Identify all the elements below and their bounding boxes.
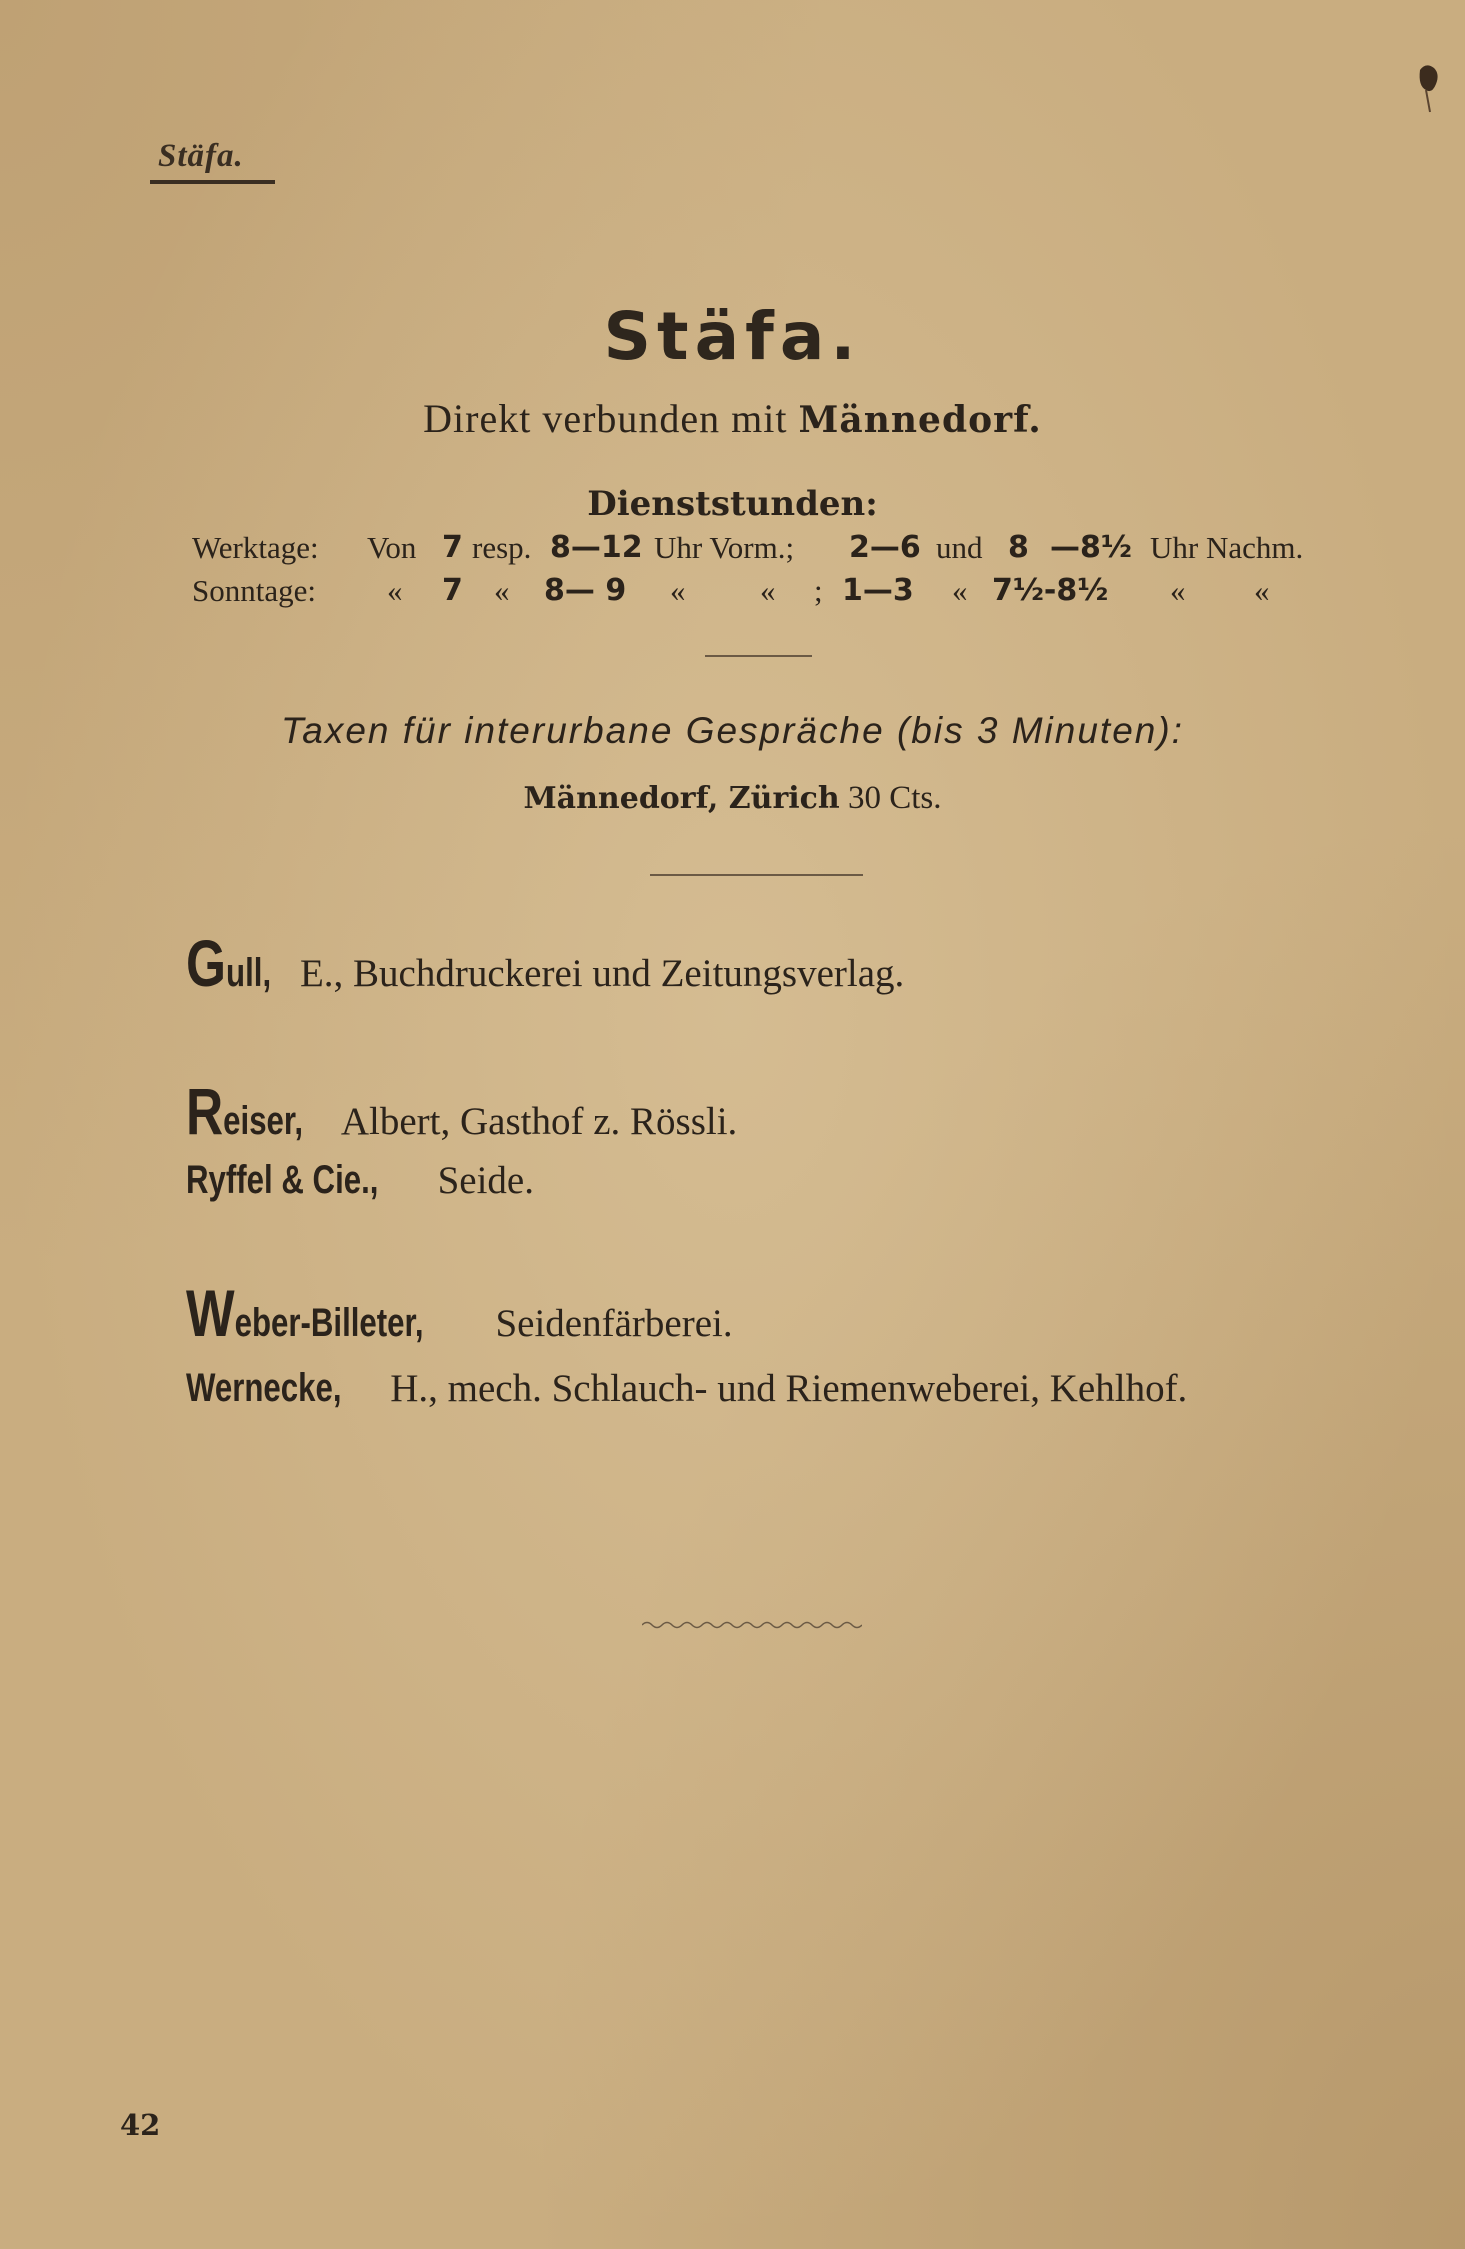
sunday-ditto-1: « bbox=[387, 573, 403, 608]
entry-name bbox=[186, 1074, 303, 1148]
ornament-divider bbox=[642, 1618, 862, 1632]
entry-name-rest: eiser, bbox=[223, 1099, 303, 1143]
subtitle-text: Direkt verbunden mit bbox=[423, 396, 799, 441]
weekday-evening-start: 8 bbox=[1008, 530, 1029, 565]
paper-blemish bbox=[1406, 60, 1446, 120]
section-divider bbox=[650, 874, 863, 876]
entry-details: H., mech. Schlauch- und Riemenweberei, Kehlhof. bbox=[390, 1367, 1188, 1410]
entry-name-rest: Wernecke, bbox=[186, 1366, 342, 1410]
subtitle-place: Männedorf. bbox=[798, 399, 1042, 441]
weekday-resp: resp. bbox=[472, 530, 532, 565]
tax-heading: Taxen für interurbane Gespräche (bis 3 Minuten): bbox=[281, 710, 1184, 751]
weekday-evening-end: —8½ bbox=[1050, 530, 1132, 565]
weekday-nachm: Uhr Nachm. bbox=[1150, 530, 1304, 565]
sunday-ditto-7: « bbox=[1254, 573, 1270, 608]
sunday-afternoon: 1—3 bbox=[842, 573, 914, 608]
tax-line bbox=[0, 780, 1465, 817]
weekday-vorm: Uhr Vorm.; bbox=[654, 530, 795, 565]
sunday-ditto-3: « bbox=[670, 573, 686, 608]
hours-heading: Dienststunden: bbox=[587, 484, 878, 524]
directory-entry bbox=[186, 926, 905, 1000]
tax-places: Männedorf, Zürich bbox=[523, 781, 840, 816]
weekday-von: Von bbox=[367, 530, 417, 565]
weekday-und: und bbox=[936, 530, 983, 565]
sunday-label: Sonntage: bbox=[192, 573, 316, 608]
sunday-ditto-2: « bbox=[494, 573, 510, 608]
page-number: 42 bbox=[120, 2108, 161, 2142]
weekday-morning: 8—12 bbox=[550, 530, 643, 565]
weekday-start-1: 7 bbox=[442, 530, 463, 565]
sunday-ditto-6: « bbox=[1170, 573, 1186, 608]
sunday-ditto-4: « bbox=[760, 573, 776, 608]
directory-entry bbox=[186, 1074, 738, 1148]
entry-name bbox=[186, 1366, 342, 1411]
entry-initial: W bbox=[186, 1276, 235, 1350]
sunday-start-1: 7 bbox=[442, 573, 463, 608]
entry-details: E., Buchdruckerei und Zeitungsverlag. bbox=[299, 952, 905, 995]
running-head-underline bbox=[150, 180, 275, 184]
entry-details: Seidenfärberei. bbox=[495, 1302, 733, 1345]
running-head: Stäfa. bbox=[158, 138, 244, 174]
tax-price: 30 Cts. bbox=[848, 780, 942, 816]
subtitle bbox=[0, 395, 1465, 442]
entry-name bbox=[186, 1276, 424, 1350]
entry-initial: R bbox=[186, 1074, 224, 1148]
entry-details: Seide. bbox=[437, 1159, 534, 1202]
section-divider bbox=[705, 655, 812, 657]
weekday-afternoon: 2—6 bbox=[849, 530, 921, 565]
entry-name-rest: Ryffel & Cie., bbox=[186, 1158, 379, 1202]
entry-name-rest: ull, bbox=[226, 951, 272, 995]
directory-entry bbox=[186, 1276, 733, 1350]
entry-name-rest: eber-Billeter, bbox=[234, 1301, 424, 1345]
sunday-morning: 8— 9 bbox=[544, 573, 627, 608]
sunday-evening: 7½-8½ bbox=[992, 573, 1109, 608]
sunday-semicolon: ; bbox=[814, 573, 823, 608]
sunday-ditto-5: « bbox=[952, 573, 968, 608]
weekday-label: Werktage: bbox=[192, 530, 319, 565]
entry-initial: G bbox=[186, 926, 227, 1000]
entry-details: Albert, Gasthof z. Rössli. bbox=[340, 1100, 738, 1143]
directory-entry bbox=[186, 1366, 1187, 1411]
entry-name bbox=[186, 1158, 378, 1203]
entry-name bbox=[186, 926, 272, 1000]
page-title: Stäfa. bbox=[603, 298, 862, 375]
directory-entry bbox=[186, 1158, 534, 1203]
